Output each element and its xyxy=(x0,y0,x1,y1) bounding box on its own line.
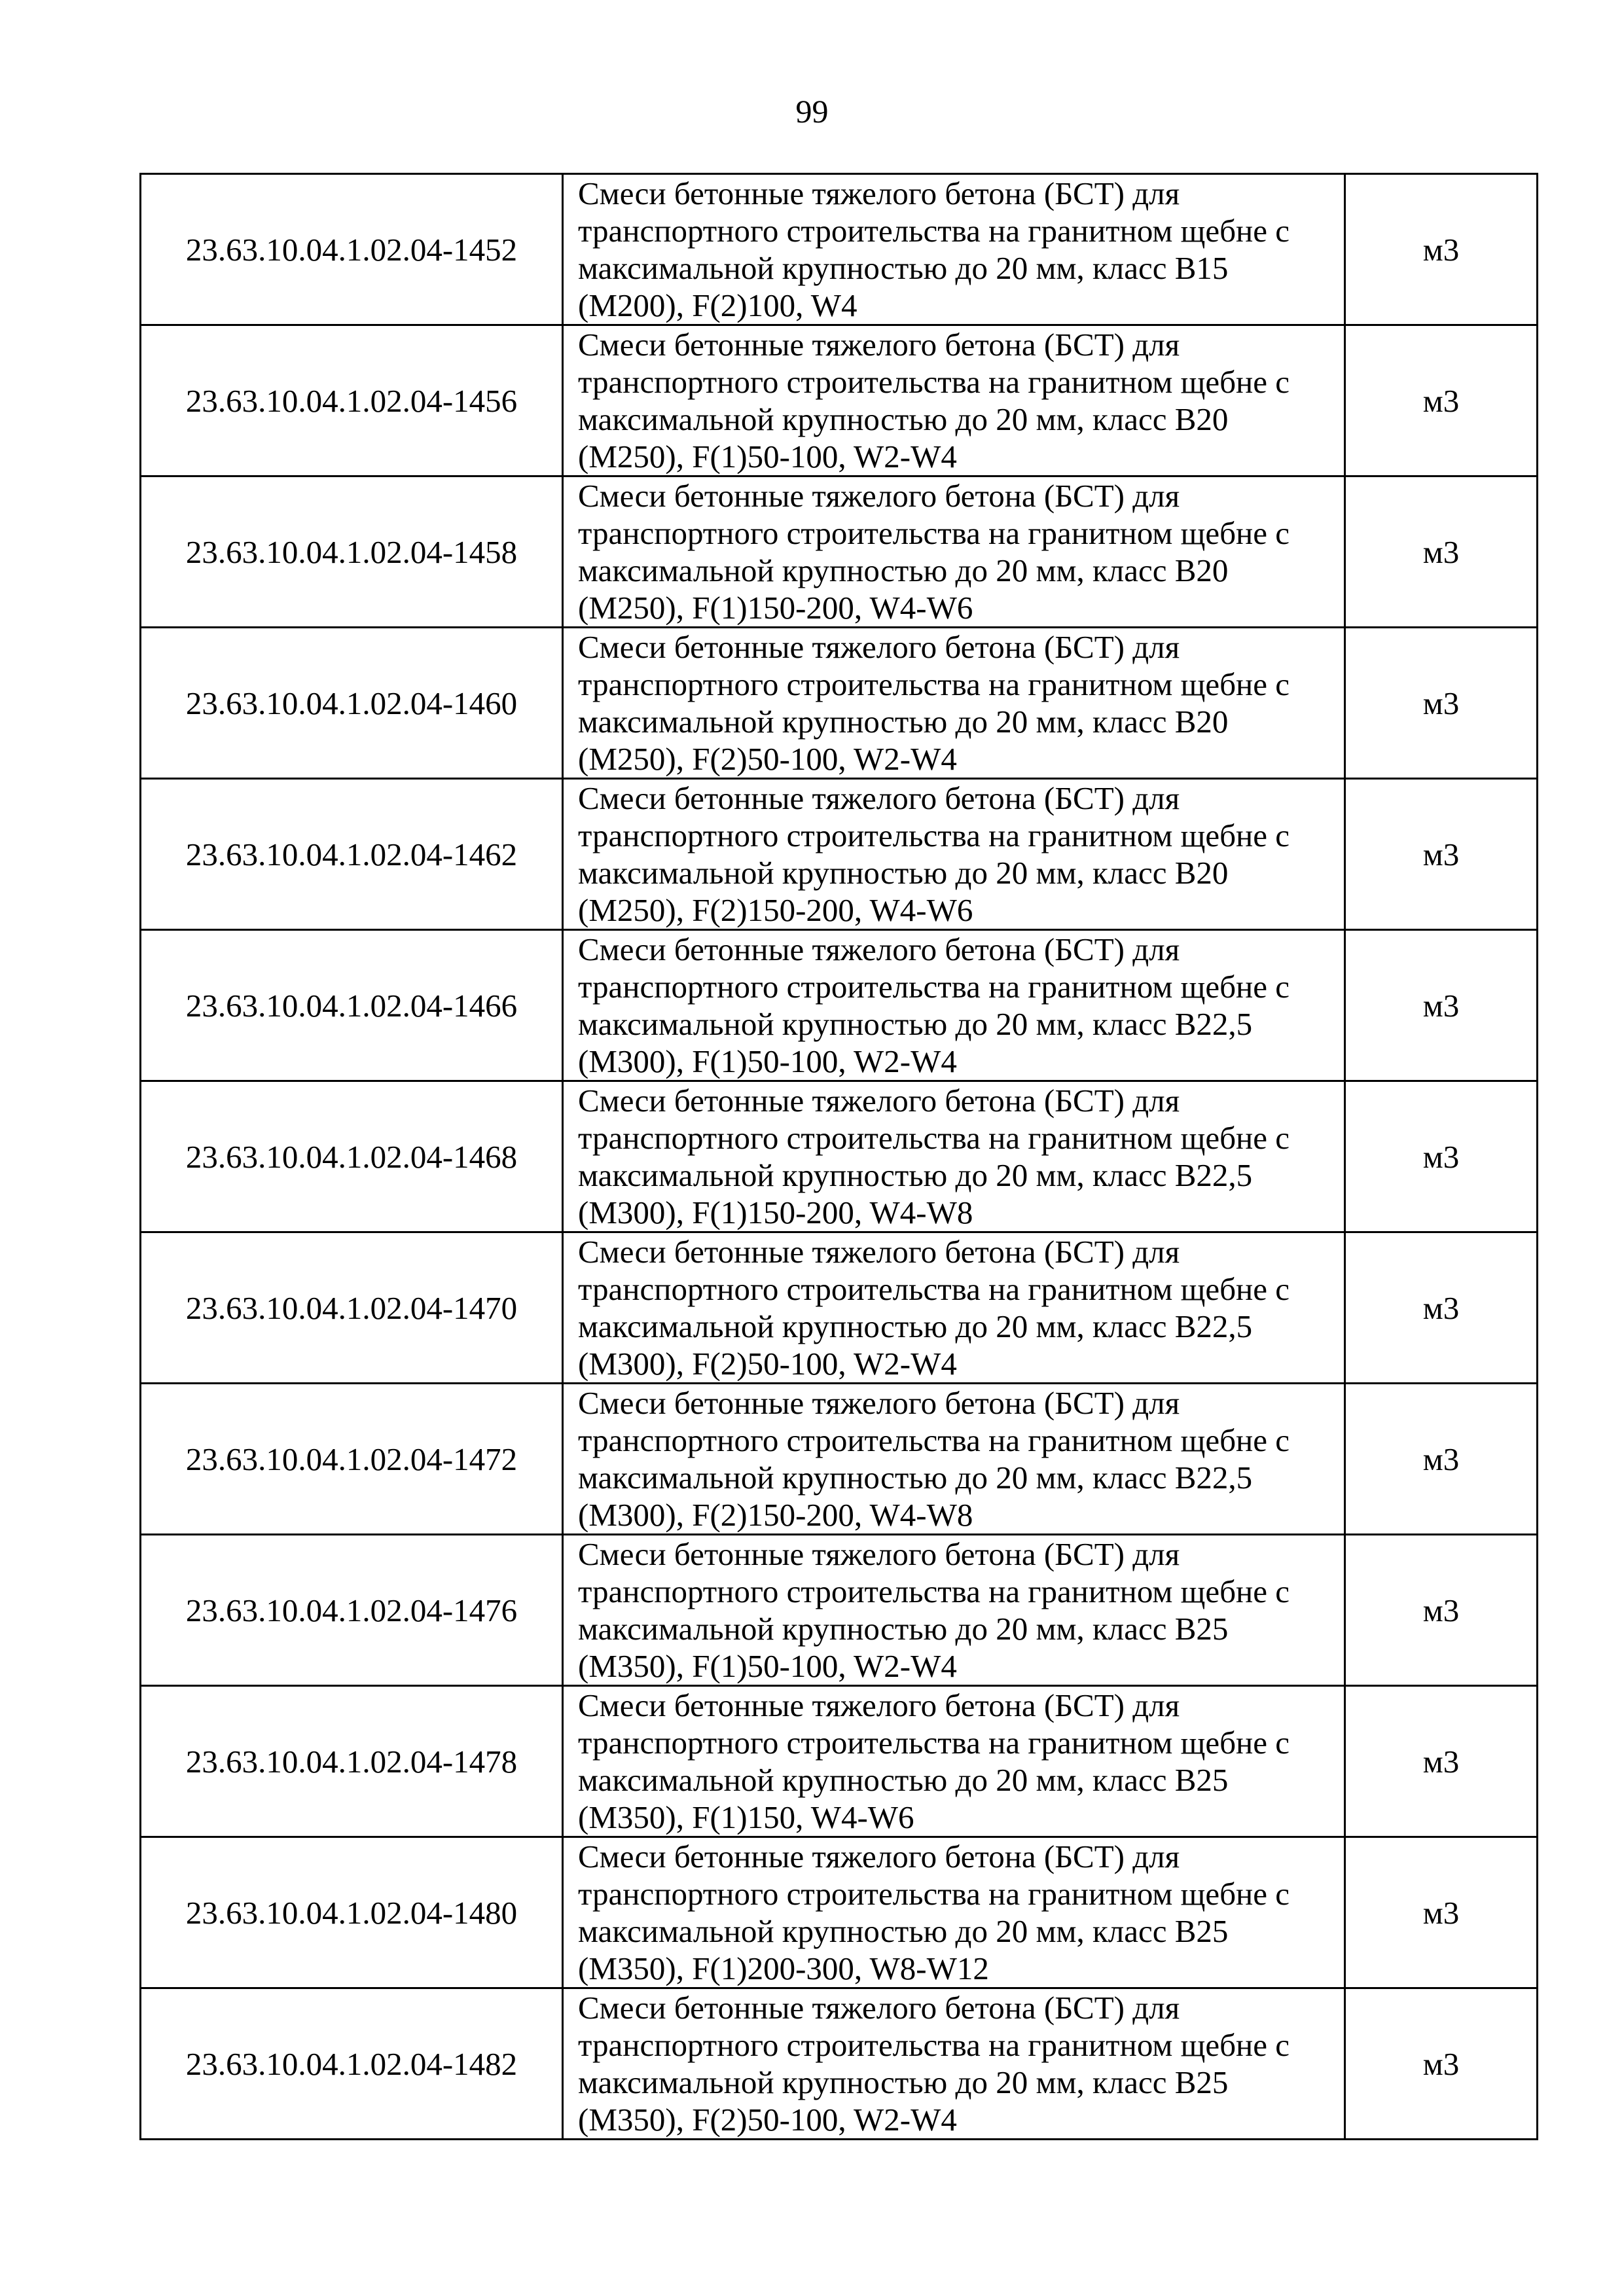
table-row xyxy=(141,476,1538,628)
resource-description xyxy=(563,628,1345,779)
resource-description xyxy=(563,1686,1345,1837)
table-row xyxy=(141,1988,1538,2140)
unit-of-measure: м3 xyxy=(1345,1081,1538,1232)
description-line: транспортного строительства на гранитном щебне с xyxy=(578,1422,1290,1458)
description-line: транспортного строительства на гранитном щебне с xyxy=(578,969,1290,1005)
resource-description xyxy=(563,1535,1345,1686)
unit-of-measure: м3 xyxy=(1345,1837,1538,1988)
description-line: (М250), F(1)150-200, W4-W6 xyxy=(578,590,973,626)
unit-of-measure: м3 xyxy=(1345,930,1538,1081)
unit-of-measure: м3 xyxy=(1345,1686,1538,1837)
description-line: транспортного строительства на гранитном щебне с xyxy=(578,1120,1290,1156)
resource-description xyxy=(563,174,1345,325)
materials-table-body xyxy=(141,174,1538,2140)
description-line: транспортного строительства на гранитном щебне с xyxy=(578,2027,1290,2063)
unit-of-measure: м3 xyxy=(1345,1384,1538,1535)
description-line: (М200), F(2)100, W4 xyxy=(578,287,857,323)
description-line: Смеси бетонные тяжелого бетона (БСТ) для xyxy=(578,1083,1180,1119)
description-line: Смеси бетонные тяжелого бетона (БСТ) для xyxy=(578,780,1180,816)
description-line: транспортного строительства на гранитном щебне с xyxy=(578,817,1290,853)
table-row xyxy=(141,1686,1538,1837)
table-row xyxy=(141,1384,1538,1535)
description-line: (М350), F(1)150, W4-W6 xyxy=(578,1799,914,1835)
description-line: максимальной крупностью до 20 мм, класс В25 xyxy=(578,1611,1229,1647)
description-line: транспортного строительства на гранитном щебне с xyxy=(578,666,1290,702)
description-line: максимальной крупностью до 20 мм, класс В22,5 xyxy=(578,1157,1253,1193)
description-line: (М350), F(2)50-100, W2-W4 xyxy=(578,2102,957,2138)
unit-of-measure: м3 xyxy=(1345,476,1538,628)
description-line: транспортного строительства на гранитном щебне с xyxy=(578,1271,1290,1307)
table-row xyxy=(141,174,1538,325)
description-line: Смеси бетонные тяжелого бетона (БСТ) для xyxy=(578,1687,1180,1723)
table-row xyxy=(141,325,1538,476)
description-line: (М350), F(1)200-300, W8-W12 xyxy=(578,1950,989,1986)
description-line: транспортного строительства на гранитном щебне с xyxy=(578,1725,1290,1761)
resource-description xyxy=(563,325,1345,476)
description-line: максимальной крупностью до 20 мм, класс В22,5 xyxy=(578,1006,1253,1042)
unit-of-measure: м3 xyxy=(1345,628,1538,779)
description-line: Смеси бетонные тяжелого бетона (БСТ) для xyxy=(578,327,1180,363)
description-line: транспортного строительства на гранитном щебне с xyxy=(578,1876,1290,1912)
description-line: Смеси бетонные тяжелого бетона (БСТ) для xyxy=(578,629,1180,665)
resource-description xyxy=(563,1232,1345,1384)
description-line: Смеси бетонные тяжелого бетона (БСТ) для xyxy=(578,931,1180,967)
unit-of-measure: м3 xyxy=(1345,1232,1538,1384)
description-line: (М350), F(1)50-100, W2-W4 xyxy=(578,1648,957,1684)
resource-code: 23.63.10.04.1.02.04-1472 xyxy=(141,1384,563,1535)
resource-description xyxy=(563,1081,1345,1232)
unit-of-measure: м3 xyxy=(1345,174,1538,325)
resource-code: 23.63.10.04.1.02.04-1462 xyxy=(141,779,563,930)
table-row xyxy=(141,1837,1538,1988)
description-line: максимальной крупностью до 20 мм, класс В20 xyxy=(578,704,1229,740)
description-line: максимальной крупностью до 20 мм, класс В20 xyxy=(578,401,1229,437)
description-line: (М250), F(1)50-100, W2-W4 xyxy=(578,439,957,475)
description-line: максимальной крупностью до 20 мм, класс В20 xyxy=(578,855,1229,891)
description-line: Смеси бетонные тяжелого бетона (БСТ) для xyxy=(578,1536,1180,1572)
resource-code: 23.63.10.04.1.02.04-1466 xyxy=(141,930,563,1081)
resource-code: 23.63.10.04.1.02.04-1468 xyxy=(141,1081,563,1232)
materials-table xyxy=(139,173,1538,2140)
description-line: максимальной крупностью до 20 мм, класс В22,5 xyxy=(578,1308,1253,1344)
unit-of-measure: м3 xyxy=(1345,1988,1538,2140)
resource-code: 23.63.10.04.1.02.04-1478 xyxy=(141,1686,563,1837)
resource-code: 23.63.10.04.1.02.04-1460 xyxy=(141,628,563,779)
description-line: Смеси бетонные тяжелого бетона (БСТ) для xyxy=(578,1990,1180,2026)
description-line: Смеси бетонные тяжелого бетона (БСТ) для xyxy=(578,1839,1180,1874)
table-row xyxy=(141,1535,1538,1686)
resource-code: 23.63.10.04.1.02.04-1470 xyxy=(141,1232,563,1384)
resource-code: 23.63.10.04.1.02.04-1480 xyxy=(141,1837,563,1988)
description-line: максимальной крупностью до 20 мм, класс В20 xyxy=(578,552,1229,588)
description-line: (М300), F(2)50-100, W2-W4 xyxy=(578,1346,957,1382)
resource-code: 23.63.10.04.1.02.04-1476 xyxy=(141,1535,563,1686)
description-line: Смеси бетонные тяжелого бетона (БСТ) для xyxy=(578,478,1180,514)
table-row xyxy=(141,1232,1538,1384)
description-line: (М300), F(2)150-200, W4-W8 xyxy=(578,1497,973,1533)
description-line: максимальной крупностью до 20 мм, класс В25 xyxy=(578,1762,1229,1798)
description-line: Смеси бетонные тяжелого бетона (БСТ) для xyxy=(578,175,1180,211)
unit-of-measure: м3 xyxy=(1345,325,1538,476)
description-line: транспортного строительства на гранитном щебне с xyxy=(578,364,1290,400)
description-line: максимальной крупностью до 20 мм, класс В25 xyxy=(578,2064,1229,2100)
description-line: (М300), F(1)50-100, W2-W4 xyxy=(578,1043,957,1079)
resource-description xyxy=(563,779,1345,930)
resource-description xyxy=(563,1384,1345,1535)
resource-description xyxy=(563,1988,1345,2140)
description-line: транспортного строительства на гранитном щебне с xyxy=(578,213,1290,249)
unit-of-measure: м3 xyxy=(1345,779,1538,930)
page-number: 99 xyxy=(795,93,829,130)
description-line: транспортного строительства на гранитном щебне с xyxy=(578,515,1290,551)
description-line: Смеси бетонные тяжелого бетона (БСТ) для xyxy=(578,1385,1180,1421)
resource-code: 23.63.10.04.1.02.04-1482 xyxy=(141,1988,563,2140)
description-line: Смеси бетонные тяжелого бетона (БСТ) для xyxy=(578,1234,1180,1270)
resource-code: 23.63.10.04.1.02.04-1456 xyxy=(141,325,563,476)
table-row xyxy=(141,779,1538,930)
description-line: максимальной крупностью до 20 мм, класс В22,5 xyxy=(578,1460,1253,1496)
description-line: (М250), F(2)50-100, W2-W4 xyxy=(578,741,957,777)
resource-description xyxy=(563,1837,1345,1988)
table-row xyxy=(141,930,1538,1081)
resource-description xyxy=(563,930,1345,1081)
description-line: максимальной крупностью до 20 мм, класс В25 xyxy=(578,1913,1229,1949)
unit-of-measure: м3 xyxy=(1345,1535,1538,1686)
description-line: (М250), F(2)150-200, W4-W6 xyxy=(578,892,973,928)
description-line: транспортного строительства на гранитном щебне с xyxy=(578,1573,1290,1609)
table-row xyxy=(141,628,1538,779)
resource-code: 23.63.10.04.1.02.04-1452 xyxy=(141,174,563,325)
resource-code: 23.63.10.04.1.02.04-1458 xyxy=(141,476,563,628)
description-line: (М300), F(1)150-200, W4-W8 xyxy=(578,1194,973,1230)
table-row xyxy=(141,1081,1538,1232)
description-line: максимальной крупностью до 20 мм, класс В15 xyxy=(578,250,1229,286)
resource-description xyxy=(563,476,1345,628)
